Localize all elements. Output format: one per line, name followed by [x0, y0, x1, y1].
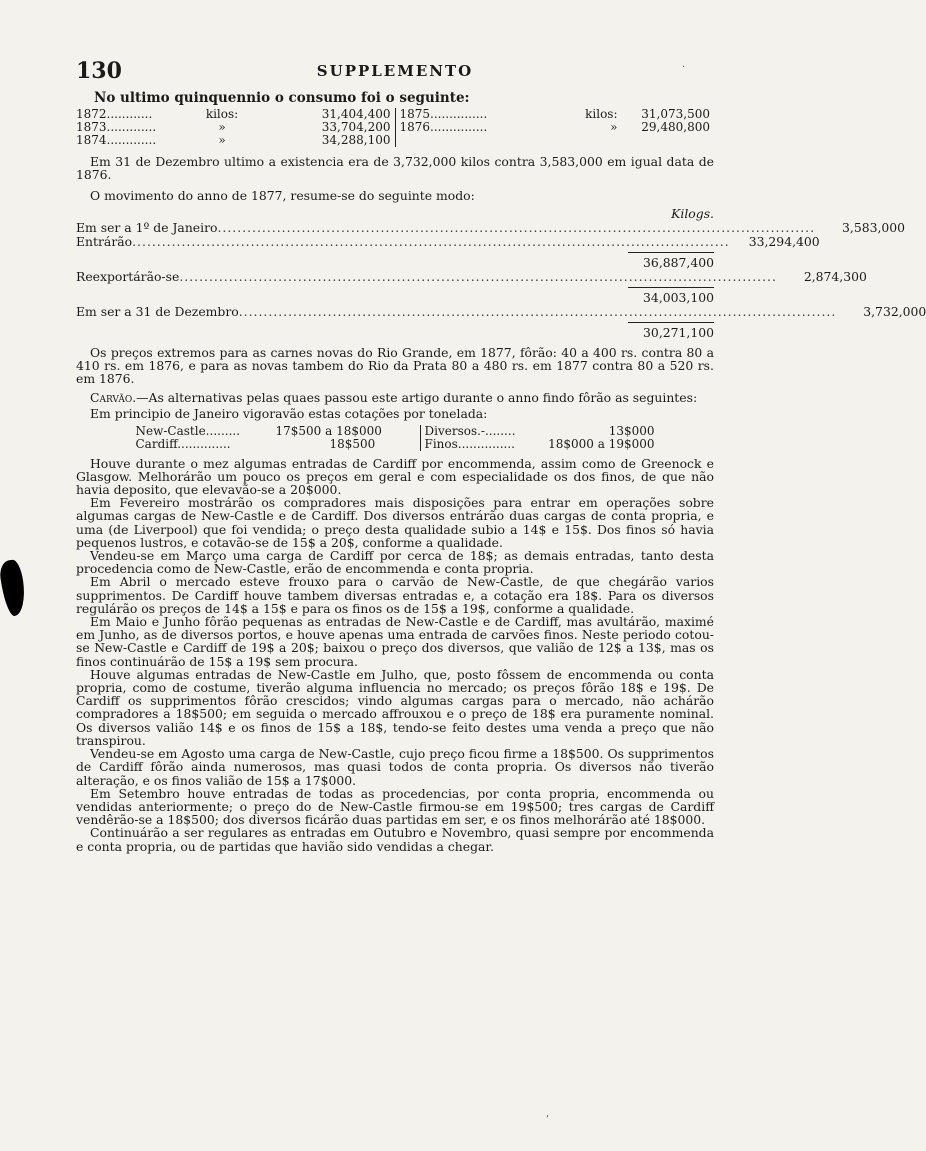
- coal-row: [136, 438, 416, 451]
- unit: kilos:: [585, 107, 618, 121]
- ledger-row: Reexportárão-se ......................................................................................................................... 2,874,300: [76, 268, 867, 284]
- subtotal-amount: 34,003,100: [643, 289, 714, 305]
- ledger-row: Entrárão ......................................................................................................................... 33,294,400: [76, 233, 820, 249]
- body-paragraph: Houve algumas entradas de New-Castle em Julho, que, posto fôssem de encommenda ou conta propria, como de costume, tiverão alguma influencia no mercado; os preços fôrão 18$ e 19$. De Cardiff os supprimentos fôrão crescidos; vindo algumas cargas para o mercado, não achárão compradores a 18$500; em seguida o mercado affrouxou e o preço de 18$ era puramente nominal. Os diversos valião 14$ e os finos de 15$ a 18$, tendo-se feito destes uma venda a preço que não transpirou.: [76, 666, 714, 748]
- coal-left-column: [136, 425, 421, 451]
- consumption-left-column: [76, 108, 396, 147]
- ledger-amount: 33,294,400: [748, 233, 820, 249]
- sum-rule: [628, 287, 714, 288]
- unit: »: [218, 120, 226, 134]
- consumption-row: [76, 134, 395, 147]
- movement-ledger: [76, 205, 926, 340]
- carvao-paragraph: [76, 391, 714, 404]
- ledger-label: Reexportárão-se: [76, 268, 180, 284]
- year: 1876...............: [399, 120, 488, 134]
- section-heading: Carvão.: [90, 390, 137, 406]
- running-title: SUPPLEMENTO: [316, 62, 474, 80]
- body-paragraph: Vendeu-se em Março uma carga de Cardiff por cerca de 18$; as demais entradas, tanto desta procedencia como de New-Castle, erão de encommenda e conta propria.: [76, 548, 714, 577]
- body-paragraph: Em Maio e Junho fôrão pequenas as entradas de New-Castle e de Cardiff, mas avultárão, maximé em Junho, as de diversos portos, e houve apenas uma entrada de carvões finos. Neste periodo cotou-se New-Castle e Cardiff de 19$ a 20$; baixou o preço dos diversos, que valião de 12$ a 13$, mas os finos continuárão de 15$ a 19$ sem procura.: [76, 614, 714, 669]
- year: 1873.............: [76, 120, 157, 134]
- body-paragraph: Em Setembro houve entradas de todas as procedencias, por conta propria, encommenda ou vendidas anteriormente; o preço do de New-Castle firmou-se em 19$500; tres cargas de Cardiff vendêrão-se a 18$500; dos diversos ficárão duas partidas em ser, e os finos melhorárão até 18$000.: [76, 785, 714, 828]
- movement-paragraph: O movimento do anno de 1877, resume-se do seguinte modo:: [90, 188, 475, 204]
- value: 34,288,100: [321, 133, 391, 147]
- ink-blot: [0, 559, 28, 618]
- page: [76, 58, 926, 854]
- coal-row: [425, 438, 655, 451]
- ledger-row: Em ser a 1º de Janeiro ......................................................................................................................... 3,583,000: [76, 219, 906, 235]
- coal-name: New-Castle.........: [135, 423, 241, 438]
- total-amount: 30,271,100: [643, 324, 714, 340]
- ledger-subtotal: [76, 256, 714, 270]
- consumption-row: [396, 121, 715, 134]
- unit: kilos:: [205, 107, 239, 121]
- speck: ·: [682, 62, 686, 73]
- ledger-amount: 3,583,000: [842, 219, 906, 235]
- january-paragraph: Em principio de Janeiro vigoravão estas cotações por tonelada:: [90, 406, 488, 422]
- body-paragraph: Em Abril o mercado esteve frouxo para o carvão de New-Castle, de que chegárão varios supprimentos. De Cardiff houve tambem diversas entradas e, a cotação era 18$. Para os diversos regulárão os preços de 14$ a 15$ e para os finos os de 15$ a 19$, conforme a qualidade.: [76, 574, 714, 616]
- consumption-right-column: [396, 108, 715, 147]
- year: 1874.............: [76, 133, 157, 147]
- year: 1875...............: [399, 107, 488, 121]
- ledger-unit-row: [76, 207, 714, 221]
- page-header: [76, 58, 714, 84]
- value: 29,480,800: [641, 120, 710, 134]
- prices-paragraph: Os preços extremos para as carnes novas do Rio Grande, em 1877, fôrão: 40 a 400 rs. contra 80 a 410 rs. em 1876, e para as novas tambem do Rio da Prata 80 a 480 rs. em 1877 contra 80 a 520 rs. em 1876.: [76, 344, 714, 387]
- coal-price: 17$500 a 18$000: [275, 423, 382, 438]
- coal-row: [425, 425, 655, 438]
- ledger-total: [76, 326, 714, 340]
- ledger-label: Em ser a 1º de Janeiro: [76, 219, 218, 235]
- ledger-label: Entrárão: [76, 233, 133, 249]
- stock-paragraph: Em 31 de Dezembro ultimo a existencia era de 3,732,000 kilos contra 3,583,000 em igual data de 1876.: [76, 154, 714, 183]
- coal-price-table: [76, 425, 714, 451]
- consumption-intro: No ultimo quinquennio o consumo foi o seguinte:: [94, 90, 470, 106]
- unit: »: [610, 120, 618, 134]
- consumption-table: [76, 108, 714, 147]
- ledger-subtotal: [76, 291, 714, 305]
- ledger-amount: 2,874,300: [803, 268, 867, 284]
- sum-rule: [628, 322, 714, 323]
- coal-price: 18$000 a 19$000: [548, 436, 655, 451]
- value: 31,404,400: [321, 107, 391, 121]
- value: 31,073,500: [641, 107, 710, 121]
- coal-price: 13$000: [608, 423, 655, 438]
- carvao-intro: —As alternativas pelas quaes passou este artigo durante o anno findo fôrão as seguintes:: [136, 390, 698, 406]
- ledger-amount: 3,732,000: [863, 303, 926, 319]
- sum-rule: [628, 252, 714, 253]
- body-paragraph: Em Fevereiro mostrárão os compradores mais disposições para entrar em operações sobre algumas cargas de New-Castle e de Cardiff. Dos diversos entrárão duas cargas de conta propria, e uma (de Liverpool) que foi vendida; o preço desta qualidade subio a 14$ e 15$. Dos finos só havia pequenos lustros, e cotavão-se de 15$ a 20$, conforme a qualidade.: [76, 495, 714, 550]
- body-paragraph: Vendeu-se em Agosto uma carga de New-Castle, cujo preço ficou firme a 18$500. Os supprimentos de Cardiff fôrão ainda numerosos, mas quasi todos de conta propria. Os diversos não tiverão alteração, e os finos valião de 15$ a 17$000.: [76, 746, 714, 788]
- year: 1872............: [76, 107, 153, 121]
- coal-row: [136, 425, 416, 438]
- subtotal-amount: 36,887,400: [643, 254, 714, 270]
- ledger-row: Em ser a 31 de Dezembro ......................................................................................................................... 3,732,000: [76, 303, 926, 319]
- coal-name: Finos...............: [424, 436, 515, 451]
- coal-name: Cardiff..............: [135, 436, 231, 451]
- ledger-label: Em ser a 31 de Dezembro: [76, 303, 239, 319]
- coal-name: Diversos.-........: [424, 423, 516, 438]
- value: 33,704,200: [321, 120, 391, 134]
- unit: »: [218, 133, 226, 147]
- body-paragraph: Continuárão a ser regulares as entradas em Outubro e Novembro, quasi sempre por encommenda e conta propria, ou de partidas que havião sido vendidas a chegar.: [76, 825, 714, 854]
- speck: ,: [546, 1108, 550, 1119]
- body-paragraph: Houve durante o mez algumas entradas de Cardiff por encommenda, assim como de Greenock e Glasgow. Melhorárão um pouco os preços em geral e com especialidade os dos finos, de que não havia deposito, que elevavão-se a 20$000.: [76, 455, 714, 498]
- unit-label: Kilogs.: [671, 205, 714, 221]
- page-number: 130: [76, 58, 122, 84]
- coal-price: 18$500: [329, 436, 376, 451]
- coal-right-column: [421, 425, 655, 451]
